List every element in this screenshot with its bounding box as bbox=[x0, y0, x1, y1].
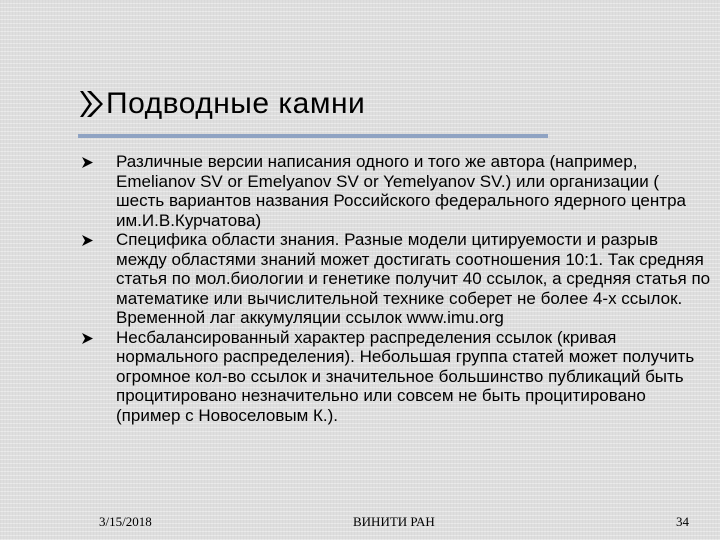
arrow-bullet-icon bbox=[82, 333, 93, 344]
bullet-item bbox=[82, 328, 712, 426]
slide-title: Подводные камни bbox=[106, 87, 366, 120]
bullet-text: Специфика области знания. Разные модели цитируемости и разрыв между областями знаний может достигать соотношения 10:1. Так средняя статья по мол.биологии и генетике получит 40 ссылок, а средняя статья по математике или вычислительной технике соберет не более 4-х ссылок. Временной лаг аккумуляции ссылок www.imu.org bbox=[116, 230, 711, 327]
title-row bbox=[78, 82, 365, 126]
title-arrow-bullet-icon bbox=[78, 87, 104, 121]
bullet-text: Различные версии написания одного и того же автора (например, Emelianov SV or Emelyanov SV or Yemelyanov SV.) или организации ( шесть вариантов названия Российского федерального ядерного центра им.И.В.Курчатова) bbox=[116, 152, 686, 230]
bullet-list bbox=[82, 152, 712, 425]
title-underline bbox=[78, 134, 548, 138]
footer-organization: ВИНИТИ РАН bbox=[353, 514, 435, 529]
bullet-item bbox=[82, 152, 712, 230]
bullet-item bbox=[82, 230, 712, 328]
arrow-bullet-icon bbox=[82, 235, 93, 246]
arrow-bullet-icon bbox=[82, 157, 93, 168]
footer-date: 3/15/2018 bbox=[99, 514, 152, 529]
bullet-text: Несбалансированный характер распределения ссылок (кривая нормального распределения). Небольшая группа статей может получить огромное кол-во ссылок и значительное большинство публикаций быть процитировано незначительно или совсем не быть процитировано (пример с Новоселовым К.). bbox=[116, 327, 695, 425]
footer-page-number: 34 bbox=[676, 514, 689, 529]
